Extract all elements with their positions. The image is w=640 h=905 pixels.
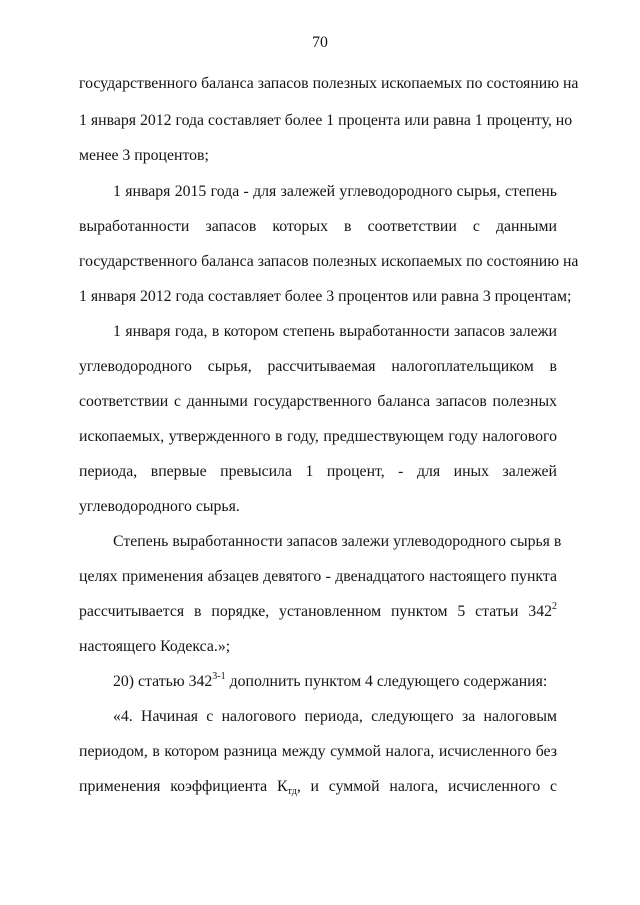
text-fragment: рассчитывается в порядке, установленном пунктом 5 статьи 342 (79, 603, 552, 620)
text-line: государственного баланса запасов полезных ископаемых по состоянию на (79, 75, 579, 92)
superscript: 3-1 (212, 671, 226, 682)
text-line: 1 января года, в котором степень выработанности запасов залежи (113, 323, 557, 340)
subscript: тд (287, 786, 297, 797)
superscript: 2 (552, 601, 557, 612)
text-line: углеводородного сырья, рассчитываемая налогоплательщиком в (79, 358, 557, 375)
text-fragment: 20) статью 342 (113, 673, 213, 690)
text-line: настоящего Кодекса.»; (79, 638, 231, 655)
text-line: соответствии с данными государственного баланса запасов полезных (79, 393, 557, 410)
text-line (113, 672, 557, 692)
text-line: периодом, в котором разница между суммой налога, исчисленного без (79, 743, 557, 760)
text-line (79, 777, 557, 797)
text-line: 1 января 2012 года составляет более 3 процентов или равна 3 процентам; (79, 288, 572, 305)
text-line: периода, впервые превысила 1 процент, - для иных залежей (79, 463, 557, 480)
text-line: 1 января 2012 года составляет более 1 процента или равна 1 проценту, но (79, 112, 573, 129)
text-line: менее 3 процентов; (79, 147, 209, 164)
text-line (79, 602, 557, 622)
text-line: 1 января 2015 года - для залежей углеводородного сырья, степень (113, 183, 557, 200)
text-line: ископаемых, утвержденного в году, предшествующем году налогового (79, 428, 557, 445)
text-fragment: дополнить пунктом 4 следующего содержания: (225, 673, 548, 690)
text-line: выработанности запасов которых в соответствии с данными (79, 218, 557, 235)
text-line: Степень выработанности запасов залежи углеводородного сырья в (113, 533, 562, 550)
text-fragment: применения коэффициента К (79, 778, 288, 795)
text-line: углеводородного сырья. (79, 498, 240, 515)
text-line: целях применения абзацев девятого - двенадцатого настоящего пункта (79, 568, 557, 585)
text-fragment (79, 778, 557, 795)
text-fragment: , и суммой налога, исчисленного с (296, 778, 557, 795)
text-line: государственного баланса запасов полезных ископаемых по состоянию на (79, 253, 579, 270)
page-number: 70 (312, 34, 328, 51)
text-line: «4. Начиная с налогового периода, следующего за налоговым (113, 708, 557, 725)
